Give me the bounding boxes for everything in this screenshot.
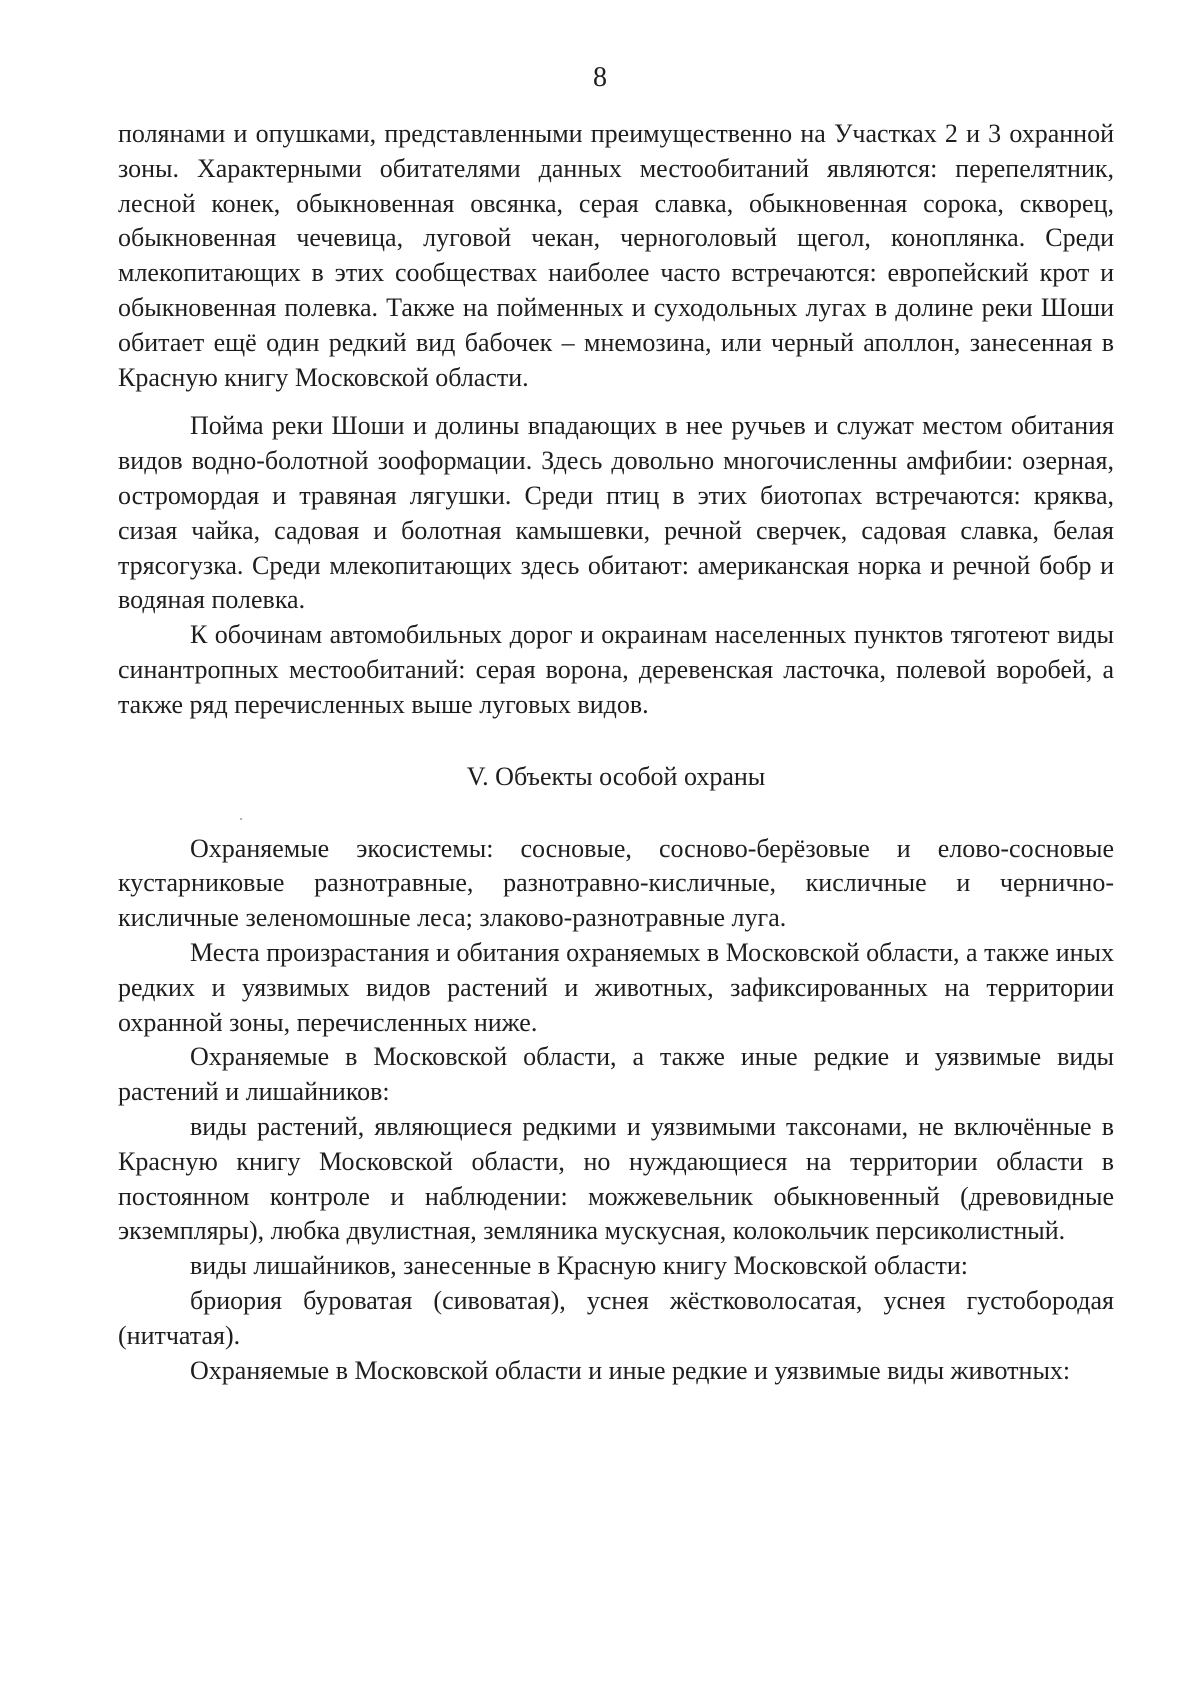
scan-speck	[240, 818, 242, 820]
paragraph-plants-lichens-intro: Охраняемые в Московской области, а также иные редкие и уязвимые виды растений и лишайников:	[118, 1042, 1114, 1107]
paragraph-lichens-list: бриория буроватая (сивоватая), уснея жёстковолосатая, уснея густобородая (нитчатая).	[118, 1285, 1114, 1350]
paragraph-floodplain: Пойма реки Шоши и долины впадающих в нее ручьев и служат местом обитания видов водно-болотной зооформации. Здесь довольно многочисленны амфибии: озерная, остромордая и травяная лягушки. Среди птиц в этих биотопах встречаются: кряква, сизая чайка, садовая и болотная камышевки, речной сверчек, садовая славка, белая трясогузка. Среди млекопитающих здесь обитают: американская норка и речной бобр и водяная полевка.	[118, 411, 1114, 615]
document-body	[118, 117, 1114, 1388]
paragraph-lichens-intro: виды лишайников, занесенные в Красную книгу Московской области:	[190, 1251, 968, 1281]
paragraph-rare-plants: виды растений, являющиеся редкими и уязвимыми таксонами, не включённые в Красную книгу Московской области, но нуждающиеся на территории области в постоянном контроле и наблюдении: можжевельник обыкновенный (древовидные экземпляры), любка двулистная, земляника мускусная, колокольчик персиколистный.	[118, 1111, 1114, 1246]
paragraph-meadows-continued: полянами и опушками, представленными преимущественно на Участках 2 и 3 охранной зоны. Характерными обитателями данных местообитаний являются: перепелятник, лесной конек, обыкновенная овсянка, серая славка, обыкновенная сорока, скворец, обыкновенная чечевица, луговой чекан, черноголовый щегол, коноплянка. Среди млекопитающих в этих сообществах наиболее часто встречаются: европейский крот и обыкновенная полевка. Также на пойменных и суходольных лугах в долине реки Шоши обитает ещё один редкий вид бабочек – мнемозина, или черный аполлон, занесенная в Красную книгу Московской области.	[118, 119, 1114, 392]
paragraph-synanthropic: К обочинам автомобильных дорог и окраинам населенных пунктов тяготеют виды синантропных местообитаний: серая ворона, деревенская ласточка, полевой воробей, а также ряд перечисленных выше луговых видов.	[118, 620, 1114, 719]
paragraph-habitats: Места произрастания и обитания охраняемых в Московской области, а также иных редких и уязвимых видов растений и животных, зафиксированных на территории охранной зоны, перечисленных ниже.	[118, 937, 1114, 1037]
paragraph-animals-intro: Охраняемые в Московской области и иные редкие и уязвимые виды животных:	[190, 1355, 1071, 1385]
page-number: 8	[593, 62, 607, 93]
paragraph-protected-ecosystems: Охраняемые экосистемы: сосновые, сосново-берёзовые и елово-сосновые кустарниковые разнотравные, разнотравно-кисличные, кисличные и чернично-кисличные зеленомошные леса; злаково-разнотравные луга.	[118, 833, 1114, 933]
section-heading: V. Объекты особой охраны	[466, 761, 766, 791]
